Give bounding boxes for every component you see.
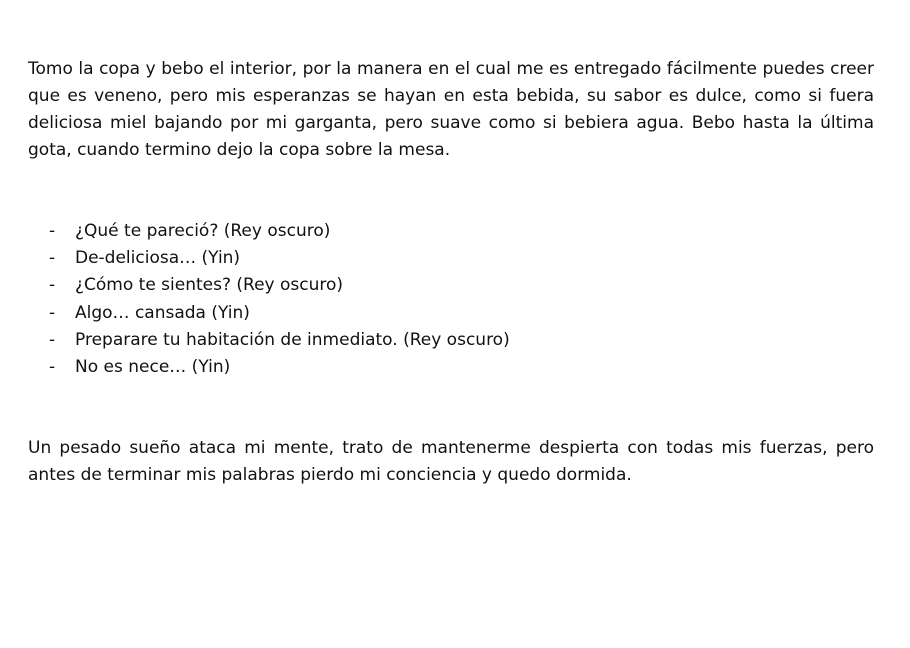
dialogue-text: Algo… cansada (Yin) [75,302,250,323]
dialogue-text: De-deliciosa… (Yin) [75,248,241,269]
dialogue-dash: - [49,221,56,241]
dialogue-text: No es nece… (Yin) [75,357,231,378]
dialogue-line [28,218,874,245]
narrative-paragraph: Tomo la copa y bebo el interior, por la manera en el cual me es entregado fácilmente puedes creer que es veneno, pero mis esperanzas se hayan en esta bebida, su sabor es dulce, como si fuera deliciosa miel bajando por mi garganta, pero suave como si bebiera agua. Bebo hasta la última gota, cuando termino dejo la copa sobre la mesa. [28,59,874,160]
dialogue-dash: - [49,248,56,269]
dialogue-text: Preparare tu habitación de inmediato. (Rey oscuro) [75,329,510,350]
dialogue-dash: - [49,275,56,296]
dialogue-line [28,354,874,381]
dialogue-dash: - [49,357,56,378]
dialogue-dash: - [49,302,56,323]
dialogue-line [28,272,874,299]
document-page [28,56,874,489]
dialogue-text: ¿Cómo te sientes? (Rey oscuro) [75,275,344,296]
closing-paragraph: Un pesado sueño ataca mi mente, trato de mantenerme despierta con todas mis fuerzas, pero antes de terminar mis palabras pierdo mi conciencia y quedo dormida. [28,438,874,486]
dialogue-text: ¿Qué te pareció? (Rey oscuro) [75,221,331,241]
dialogue-line [28,245,874,272]
dialogue-line [28,327,874,354]
dialogue-list [28,218,874,381]
dialogue-dash: - [49,329,56,350]
dialogue-line [28,300,874,327]
